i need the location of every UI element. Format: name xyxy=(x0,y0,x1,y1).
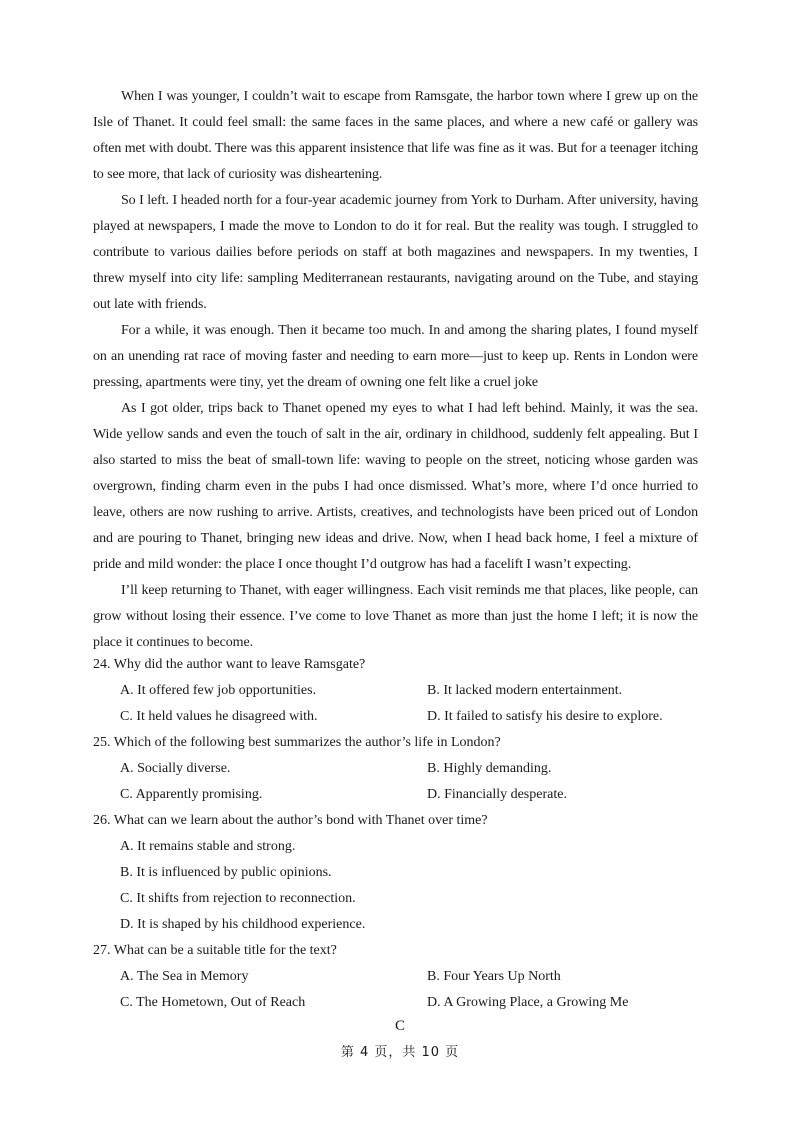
page-number-footer: 第 4 页，共 10 页 xyxy=(340,1045,460,1060)
reading-passage xyxy=(93,84,698,656)
option-c: C. It held values he disagreed with. xyxy=(120,709,318,724)
question-25 xyxy=(93,730,698,808)
option-a: A. The Sea in Memory xyxy=(120,969,249,984)
option-d: D. Financially desperate. xyxy=(427,787,567,802)
option-d: D. It failed to satisfy his desire to explore. xyxy=(427,709,663,724)
option-a: A. It offered few job opportunities. xyxy=(120,683,317,698)
question-stem: 25. Which of the following best summarizes the author’s life in London? xyxy=(93,735,501,750)
option-a: A. Socially diverse. xyxy=(120,761,231,776)
option-b: B. It is influenced by public opinions. xyxy=(120,865,332,880)
question-26 xyxy=(93,808,698,938)
option-group xyxy=(93,964,698,1016)
option-c: C. The Hometown, Out of Reach xyxy=(120,995,306,1010)
question-list xyxy=(93,652,698,1016)
question-stem: 24. Why did the author want to leave Ramsgate? xyxy=(93,657,366,672)
option-b: B. Four Years Up North xyxy=(427,969,561,984)
question-stem: 27. What can be a suitable title for the text? xyxy=(93,943,337,958)
option-b: B. It lacked modern entertainment. xyxy=(427,683,623,698)
option-c: C. Apparently promising. xyxy=(120,787,263,802)
option-a: A. It remains stable and strong. xyxy=(120,839,296,854)
option-d: D. A Growing Place, a Growing Me xyxy=(427,995,629,1010)
question-24 xyxy=(93,652,698,730)
option-group xyxy=(93,756,698,808)
passage-paragraph: For a while, it was enough. Then it became too much. In and among the sharing plates, I found myself on an unending rat race of moving faster and needing to earn more—just to keep up. Rents in London were pressing, apartments were tiny, yet the dream of owning one felt like a cruel joke xyxy=(93,323,698,390)
passage-paragraph: So I left. I headed north for a four-year academic journey from York to Durham. After university, having played at newspapers, I made the move to London to do it for real. But the reality was tough. I struggled to contribute to various dailies before periods on staff at both magazines and newspapers. In my twenties, I threw myself into city life: sampling Mediterranean restaurants, navigating around on the Tube, and staying out late with friends. xyxy=(93,193,698,312)
option-d: D. It is shaped by his childhood experience. xyxy=(120,917,366,932)
passage-paragraph: As I got older, trips back to Thanet opened my eyes to what I had left behind. Mainly, it was the sea. Wide yellow sands and even the touch of salt in the air, ordinary in childhood, suddenly felt appealing. But I also started to miss the beat of small-town life: waving to people on the street, noticing whose garden was overgrown, finding charm even in the pubs I had once dismissed. What’s more, where I’d once hurried to leave, others are now rushing to arrive. Artists, creatives, and technologists have been priced out of London and are pouring to Thanet, bringing new ideas and drive. Now, when I head back home, I feel a mixture of pride and mild wonder: the place I once thought I’d outgrow has had a facelift I wasn’t expecting. xyxy=(93,401,698,572)
option-group xyxy=(93,834,698,938)
passage-paragraph: I’ll keep returning to Thanet, with eager willingness. Each visit reminds me that places, like people, can grow without losing their essence. I’ve come to love Thanet as more than just the home I left; it is now the place it continues to become. xyxy=(93,583,698,650)
question-27 xyxy=(93,938,698,1016)
option-b: B. Highly demanding. xyxy=(427,761,552,776)
question-stem: 26. What can we learn about the author’s bond with Thanet over time? xyxy=(93,813,488,828)
option-c: C. It shifts from rejection to reconnection. xyxy=(120,891,356,906)
section-letter: C xyxy=(394,1018,405,1034)
option-group xyxy=(93,678,698,730)
passage-paragraph: When I was younger, I couldn’t wait to escape from Ramsgate, the harbor town where I grew up on the Isle of Thanet. It could feel small: the same faces in the same places, and where a new café or gallery was often met with doubt. There was this apparent insistence that life was fine as it was. But for a teenager itching to see more, that lack of curiosity was disheartening. xyxy=(93,89,698,182)
